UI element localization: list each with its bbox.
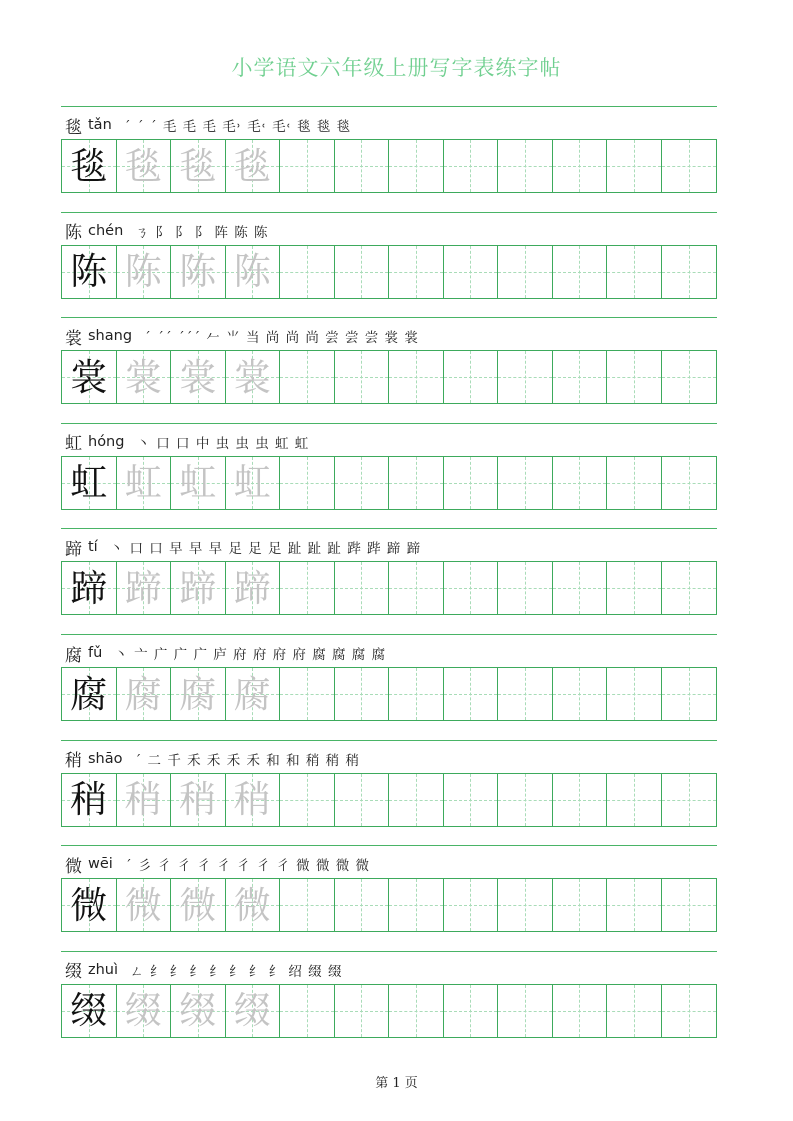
model-character: 陈 <box>70 250 108 294</box>
trace-cell <box>171 351 226 403</box>
stroke-order: ㄥ 纟 纟 纟 纟 纟 纟 纟 绍 缀 缀 <box>130 963 343 980</box>
blank-cell <box>662 774 717 826</box>
blank-cell <box>280 985 335 1037</box>
blank-cell <box>662 351 717 403</box>
character-info <box>65 431 309 453</box>
character-info <box>65 748 360 770</box>
trace-character: 毯 <box>179 144 217 188</box>
trace-character: 稍 <box>179 778 217 822</box>
page-number: 第 1 页 <box>375 1076 418 1091</box>
trace-cell <box>117 457 172 509</box>
stroke-order: ˊ ˊ ˊ 毛 毛 毛 毛˒ 毛˓ 毛˓ 毯 毯 毯 <box>123 119 352 135</box>
blank-cell <box>662 562 717 614</box>
row-divider <box>61 951 717 952</box>
model-cell <box>62 668 117 720</box>
model-cell <box>62 140 117 192</box>
model-cell <box>62 562 117 614</box>
trace-character: 虹 <box>124 461 162 505</box>
blank-cell <box>335 879 390 931</box>
character-label: 陈 <box>65 223 82 244</box>
trace-character: 虹 <box>179 461 217 505</box>
blank-cell <box>335 562 390 614</box>
model-character: 稍 <box>70 778 108 822</box>
blank-cell <box>280 668 335 720</box>
blank-cell <box>280 562 335 614</box>
trace-character: 微 <box>179 883 217 927</box>
trace-character: 裳 <box>233 355 271 399</box>
practice-grid <box>61 350 717 404</box>
row-divider <box>61 634 717 635</box>
practice-grid <box>61 139 717 193</box>
trace-cell <box>171 985 226 1037</box>
model-cell <box>62 774 117 826</box>
character-info <box>65 536 421 558</box>
trace-character: 腐 <box>179 672 217 716</box>
practice-row <box>61 845 717 940</box>
row-divider <box>61 845 717 846</box>
trace-character: 裳 <box>124 355 162 399</box>
stroke-order: 丶 口 口 中 虫 虫 虫 虹 虹 <box>136 435 310 452</box>
trace-character: 稍 <box>233 778 271 822</box>
practice-grid <box>61 456 717 510</box>
trace-cell <box>117 562 172 614</box>
blank-cell <box>498 140 553 192</box>
trace-cell <box>226 774 281 826</box>
trace-cell <box>171 879 226 931</box>
trace-cell <box>226 562 281 614</box>
trace-character: 缀 <box>179 989 217 1033</box>
blank-cell <box>389 668 444 720</box>
blank-cell <box>498 457 553 509</box>
trace-cell <box>117 879 172 931</box>
trace-cell <box>117 668 172 720</box>
blank-cell <box>607 879 662 931</box>
stroke-order: ˊ ˊˊ ˊˊˊ 𠂉 ⺌ 当 尚 尚 尚 尝 尝 尝 裳 裳 <box>144 330 419 347</box>
character-label: 缀 <box>65 962 82 983</box>
blank-cell <box>662 246 717 298</box>
trace-character: 腐 <box>233 672 271 716</box>
practice-grid <box>61 561 717 615</box>
character-label: 毯 <box>65 117 82 138</box>
blank-cell <box>389 879 444 931</box>
blank-cell <box>444 879 499 931</box>
trace-character: 虹 <box>233 461 271 505</box>
model-cell <box>62 879 117 931</box>
trace-cell <box>171 562 226 614</box>
trace-character: 蹄 <box>179 566 217 610</box>
model-character: 虹 <box>70 461 108 505</box>
blank-cell <box>389 351 444 403</box>
row-divider <box>61 317 717 318</box>
trace-cell <box>226 879 281 931</box>
character-info <box>65 853 370 875</box>
blank-cell <box>662 879 717 931</box>
trace-cell <box>226 140 281 192</box>
pinyin-label: tí <box>88 539 98 556</box>
blank-cell <box>553 774 608 826</box>
blank-cell <box>444 246 499 298</box>
blank-cell <box>498 562 553 614</box>
blank-cell <box>389 774 444 826</box>
character-label: 蹄 <box>65 539 82 560</box>
trace-character: 腐 <box>124 672 162 716</box>
blank-cell <box>280 140 335 192</box>
trace-character: 陈 <box>124 250 162 294</box>
trace-character: 陈 <box>179 250 217 294</box>
blank-cell <box>662 140 717 192</box>
stroke-order: 丶 亠 广 广 广 庐 府 府 府 府 腐 腐 腐 腐 <box>114 647 387 663</box>
blank-cell <box>335 774 390 826</box>
model-character: 裳 <box>70 355 108 399</box>
pinyin-label: hóng <box>88 433 125 450</box>
trace-character: 稍 <box>124 778 162 822</box>
blank-cell <box>335 457 390 509</box>
blank-cell <box>553 351 608 403</box>
blank-cell <box>335 985 390 1037</box>
blank-cell <box>280 457 335 509</box>
blank-cell <box>389 246 444 298</box>
row-divider <box>61 212 717 213</box>
practice-grid <box>61 984 717 1038</box>
blank-cell <box>335 351 390 403</box>
character-info <box>65 959 342 981</box>
character-label: 腐 <box>65 645 82 666</box>
blank-cell <box>444 562 499 614</box>
blank-cell <box>335 246 390 298</box>
pinyin-label: shang <box>88 328 133 345</box>
blank-cell <box>498 246 553 298</box>
model-character: 腐 <box>70 672 108 716</box>
pinyin-label: fǔ <box>88 645 103 661</box>
row-divider <box>61 740 717 741</box>
blank-cell <box>389 985 444 1037</box>
page-title: 小学语文六年级上册写字表练字帖 <box>231 56 562 80</box>
blank-cell <box>607 457 662 509</box>
trace-character: 缀 <box>124 989 162 1033</box>
blank-cell <box>444 774 499 826</box>
practice-grid <box>61 773 717 827</box>
trace-character: 陈 <box>233 250 271 294</box>
blank-cell <box>553 140 608 192</box>
blank-cell <box>607 246 662 298</box>
trace-cell <box>117 140 172 192</box>
character-label: 稍 <box>65 751 82 772</box>
practice-row <box>61 528 717 623</box>
pinyin-label: tǎn <box>88 117 112 133</box>
character-info <box>65 220 269 242</box>
trace-character: 蹄 <box>124 566 162 610</box>
blank-cell <box>662 457 717 509</box>
model-character: 缀 <box>70 989 108 1033</box>
blank-cell <box>444 457 499 509</box>
trace-cell <box>226 985 281 1037</box>
blank-cell <box>662 985 717 1037</box>
trace-cell <box>117 246 172 298</box>
blank-cell <box>389 562 444 614</box>
blank-cell <box>553 562 608 614</box>
trace-cell <box>171 140 226 192</box>
pinyin-label: shāo <box>88 750 123 767</box>
blank-cell <box>498 351 553 403</box>
character-label: 虹 <box>65 434 82 455</box>
stroke-order: ˊ 二 千 禾 禾 禾 禾 和 和 稍 稍 稍 <box>134 752 360 769</box>
trace-character: 微 <box>233 883 271 927</box>
model-cell <box>62 246 117 298</box>
trace-cell <box>171 668 226 720</box>
practice-row <box>61 951 717 1046</box>
blank-cell <box>553 457 608 509</box>
blank-cell <box>389 457 444 509</box>
blank-cell <box>280 774 335 826</box>
trace-cell <box>117 985 172 1037</box>
blank-cell <box>444 668 499 720</box>
blank-cell <box>607 351 662 403</box>
trace-cell <box>171 774 226 826</box>
practice-row <box>61 317 717 412</box>
trace-character: 蹄 <box>233 566 271 610</box>
practice-row <box>61 212 717 307</box>
blank-cell <box>607 774 662 826</box>
blank-cell <box>607 668 662 720</box>
practice-row <box>61 106 717 201</box>
model-character: 毯 <box>70 144 108 188</box>
blank-cell <box>607 985 662 1037</box>
practice-grid <box>61 878 717 932</box>
practice-row <box>61 634 717 729</box>
trace-character: 裳 <box>179 355 217 399</box>
blank-cell <box>553 879 608 931</box>
blank-cell <box>553 985 608 1037</box>
character-label: 裳 <box>65 328 82 349</box>
blank-cell <box>498 774 553 826</box>
character-info <box>65 325 419 347</box>
blank-cell <box>444 140 499 192</box>
trace-cell <box>226 246 281 298</box>
character-info <box>65 642 386 664</box>
trace-character: 微 <box>124 883 162 927</box>
practice-row <box>61 740 717 835</box>
blank-cell <box>335 140 390 192</box>
blank-cell <box>444 351 499 403</box>
blank-cell <box>280 879 335 931</box>
blank-cell <box>498 985 553 1037</box>
row-divider <box>61 106 717 107</box>
blank-cell <box>444 985 499 1037</box>
blank-cell <box>335 668 390 720</box>
stroke-order: ˊ 彡 彳 彳 彳 彳 彳 彳 彳 微 微 微 微 <box>124 858 371 875</box>
blank-cell <box>607 562 662 614</box>
blank-cell <box>280 351 335 403</box>
character-info <box>65 114 351 136</box>
trace-cell <box>226 457 281 509</box>
model-character: 蹄 <box>70 566 108 610</box>
trace-character: 毯 <box>124 144 162 188</box>
model-cell <box>62 985 117 1037</box>
trace-cell <box>171 457 226 509</box>
practice-row <box>61 423 717 518</box>
trace-cell <box>226 668 281 720</box>
blank-cell <box>280 246 335 298</box>
blank-cell <box>607 140 662 192</box>
pinyin-label: wēi <box>88 856 113 873</box>
row-divider <box>61 528 717 529</box>
blank-cell <box>553 246 608 298</box>
model-cell <box>62 457 117 509</box>
pinyin-label: chén <box>88 222 124 239</box>
trace-cell <box>117 774 172 826</box>
blank-cell <box>389 140 444 192</box>
blank-cell <box>553 668 608 720</box>
character-label: 微 <box>65 856 82 877</box>
blank-cell <box>498 668 553 720</box>
trace-cell <box>226 351 281 403</box>
model-cell <box>62 351 117 403</box>
trace-cell <box>171 246 226 298</box>
stroke-order: ㄋ 阝 阝 阝 阵 陈 陈 <box>135 224 269 241</box>
blank-cell <box>498 879 553 931</box>
trace-character: 毯 <box>233 144 271 188</box>
blank-cell <box>662 668 717 720</box>
model-character: 微 <box>70 883 108 927</box>
practice-grid <box>61 245 717 299</box>
trace-cell <box>117 351 172 403</box>
stroke-order: 丶 口 口 早 早 早 足 足 足 趾 趾 趾 跸 跸 蹄 蹄 <box>109 541 422 558</box>
row-divider <box>61 423 717 424</box>
trace-character: 缀 <box>233 989 271 1033</box>
pinyin-label: zhuì <box>88 961 119 978</box>
practice-grid <box>61 667 717 721</box>
